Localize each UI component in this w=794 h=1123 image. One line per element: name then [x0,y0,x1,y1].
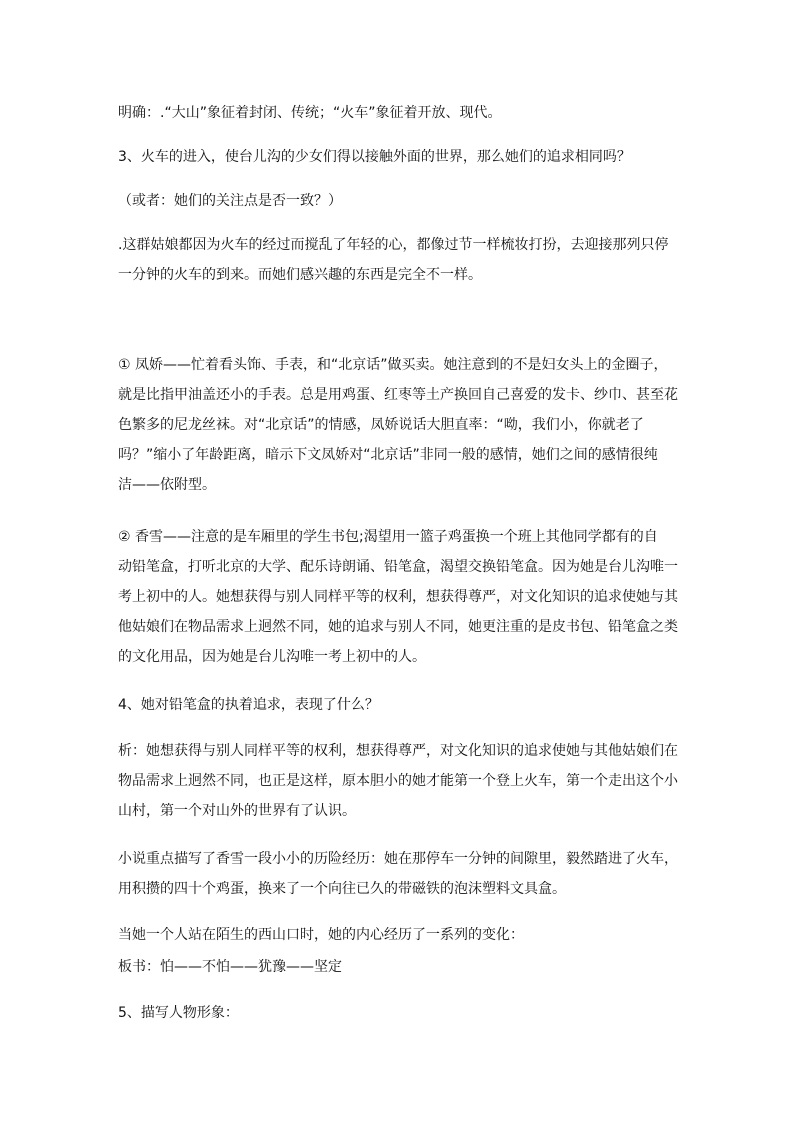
analysis-line-3: 山村，第一个对山外的世界有了认识。 [118,803,356,819]
paragraph-fengjiao-line-1: ① 凤娇——忙着看头饰、手表，和“北京话”做买卖。她注意到的不是妇女头上的金圈子， [118,357,668,373]
analysis-line-1: 析：她想获得与别人同样平等的权利，想获得尊严，对文化知识的追求使她与其他姑娘们在 [118,743,678,759]
paragraph-girls-line-2: 一分钟的火车的到来。而她们感兴趣的东西是完全不一样。 [118,267,482,283]
paragraph-xiangxue-line-2: 动铅笔盒，打听北京的大学、配乐诗朗诵、铅笔盒，渴望交换铅笔盒。因为她是台儿沟唯一 [118,559,678,575]
question-3: 3、火车的进入，使台儿沟的少女们得以接触外面的世界，那么她们的追求相同吗？ [118,149,631,165]
paragraph-xiangxue-line-5: 的文化用品，因为她是台儿沟唯一考上初中的人。 [118,649,426,665]
paragraph-fengjiao-line-5: 洁——依附型。 [118,477,216,493]
paragraph-girls-line-1: .这群姑娘都因为火车的经过而搅乱了年轻的心，都像过节一样梳妆打扮，去迎接那列只停 [118,237,669,253]
paragraph-fengjiao-line-3: 色繁多的尼龙丝袜。对“北京话”的情感，凤娇说话大胆直率：“呦，我们小，你就老了 [118,417,644,433]
paragraph-xiangxue-line-4: 他姑娘们在物品需求上迥然不同，她的追求与别人不同，她更注重的是皮书包、铅笔盒之类 [118,619,678,635]
board-notes: 板书：怕——不怕——犹豫——坚定 [118,959,342,975]
paragraph-fengjiao-line-2: 就是比指甲油盖还小的手表。总是用鸡蛋、红枣等土产换回自己喜爱的发卡、纱巾、甚至花 [118,387,678,403]
paragraph-fengjiao-line-4: 吗？”缩小了年龄距离，暗示下文凤娇对“北京话”非同一般的感情，她们之间的感情很纯 [118,447,658,463]
question-3-alternative: （或者：她们的关注点是否一致？） [118,193,342,209]
question-5: 5、描写人物形象： [118,1005,239,1021]
analysis-line-2: 物品需求上迥然不同，也正是这样，原本胆小的她才能第一个登上火车，第一个走出这个小 [118,773,678,789]
paragraph-adventure-line-1: 小说重点描写了香雪一段小小的历险经历：她在那停车一分钟的间隙里，毅然踏进了火车， [118,851,678,867]
paragraph-adventure-line-2: 用积攒的四十个鸡蛋，换来了一个向往已久的带磁铁的泡沫塑料文具盒。 [118,881,566,897]
paragraph-xiangxue-line-1: ② 香雪——注意的是车厢里的学生书包;渴望用一篮子鸡蛋换一个班上其他同学都有的自 [118,529,658,545]
question-4: 4、她对铅笔盒的执着追求，表现了什么？ [118,697,379,713]
paragraph-xishankou: 当她一个人站在陌生的西山口时，她的内心经历了一系列的变化： [118,927,524,943]
paragraph-xiangxue-line-3: 考上初中的人。她想获得与别人同样平等的权利，想获得尊严，对文化知识的追求使她与其 [118,589,678,605]
answer-line-mountain-train: 明确：.“大山”象征着封闭、传统；“火车”象征着开放、现代。 [118,105,502,121]
